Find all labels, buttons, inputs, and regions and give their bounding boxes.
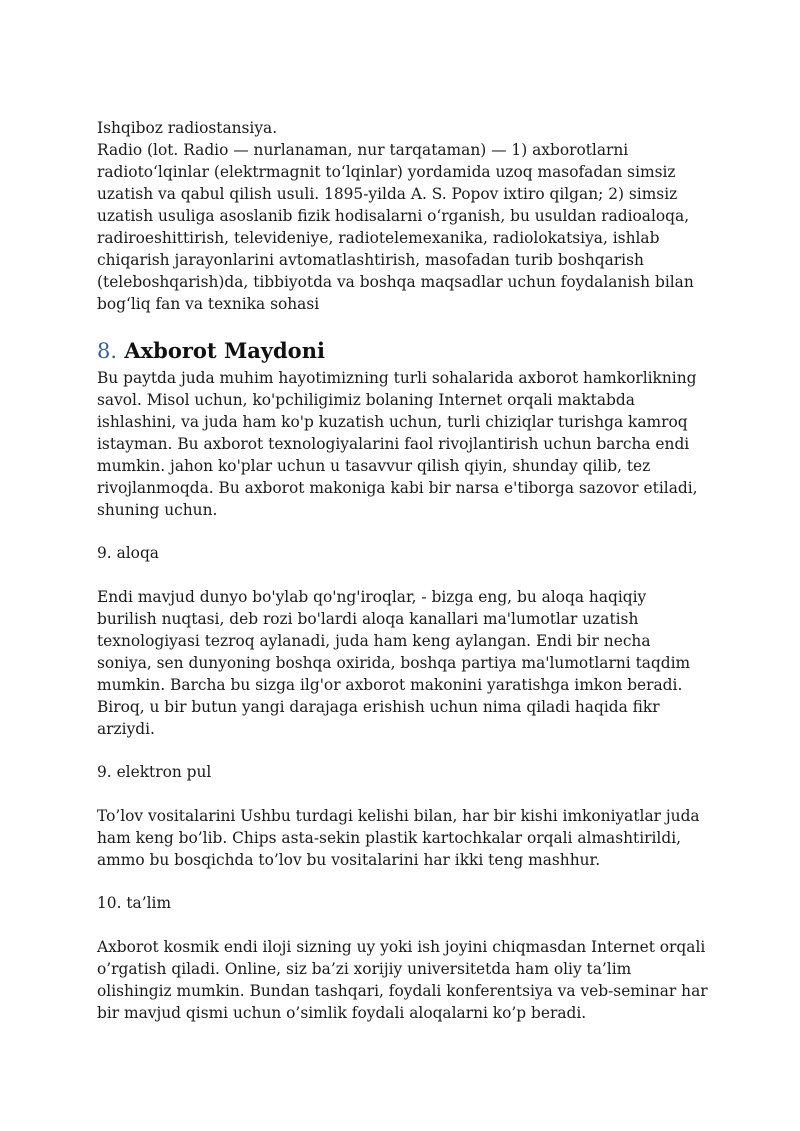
radio-definition-paragraph: Radio (lot. Radio — nurlanaman, nur tarqataman) — 1) axborotlarni radioto‘lqinlar (elektrmagnit to‘lqinlar) yordamida uzoq masofadan simsiz uzatish va qabul qilish usuli. 1895-yilda A. S. Popov ixtiro qilgan; 2) simsiz uzatish usuliga asoslanib fizik hodisalarni o‘rganish, bu usuldan radioaloqa, radiroeshittirish, televideniye, radiotelemexanika, radiolokatsiya, ishlab chiqarish jarayonlarini avtomatlashtirish, masofadan turib boshqarish (teleboshqarish)da, tibbiyotda va boshqa maqsadlar uchun foydalanish bilan bog‘liq fan va texnika sohasi bbox=[97, 141, 694, 313]
section-heading-aloqa: 9. aloqa bbox=[97, 544, 159, 562]
intro-title-line: Ishqiboz radiostansiya. bbox=[97, 119, 278, 137]
section-heading-axborot-maydoni bbox=[97, 337, 709, 365]
aloqa-paragraph: Endi mavjud dunyo bo'ylab qo'ng'iroqlar, - bizga eng, bu aloqa haqiqiy burilish nuqtasi, deb rozi bo'lardi aloqa kanallari ma'lumotlar uzatish texnologiyasi tezroq aylanadi, juda ham keng aylangan. Endi bir necha soniya, sen dunyoning boshqa oxirida, boshqa partiya ma'lumotlarni taqdim mumkin. Barcha bu sizga ilg'or axborot makonini yaratishga imkon beradi. Biroq, u bir butun yangi darajaga erishish uchun nima qiladi haqida fikr arziydi. bbox=[97, 588, 691, 738]
section-heading-talim: 10. ta’lim bbox=[97, 894, 172, 912]
axborot-maydoni-paragraph: Bu paytda juda muhim hayotimizning turli sohalarida axborot hamkorlikning savol. Misol uchun, ko'pchiligimiz bolaning Internet orqali maktabda ishlashini, va juda ham ko'p kuzatish uchun, turli chiziqlar turishga kamroq istayman. Bu axborot texnologiyalarini faol rivojlantirish uchun barcha endi mumkin. jahon ko'plar uchun u tasavvur qilish qiyin, shunday qilib, tez rivojlanmoqda. Bu axborot makoniga kabi bir narsa e'tiborga sazovor etiladi, shuning uchun. bbox=[97, 369, 698, 519]
section-title: Axborot Maydoni bbox=[124, 338, 325, 363]
elektron-pul-paragraph: To’lov vositalarini Ushbu turdagi kelishi bilan, har bir kishi imkoniyatlar juda ham keng bo’lib. Chips asta-sekin plastik kartochkalar orqali almashtirildi, ammo bu bosqichda to’lov bu vositalarini har ikki teng mashhur. bbox=[97, 807, 700, 869]
section-number: 8. bbox=[97, 339, 118, 363]
talim-paragraph: Axborot kosmik endi iloji sizning uy yoki ish joyini chiqmasdan Internet orqali o’rgatish qiladi. Online, siz ba’zi xorijiy universitetda ham oliy ta’lim olishingiz mumkin. Bundan tashqari, foydali konferentsiya va veb-seminar har bir mavjud qismi uchun o’simlik foydali aloqalarni ko’p beradi. bbox=[97, 938, 708, 1022]
section-heading-elektron-pul: 9. elektron pul bbox=[97, 763, 212, 781]
document-page bbox=[97, 117, 709, 1024]
